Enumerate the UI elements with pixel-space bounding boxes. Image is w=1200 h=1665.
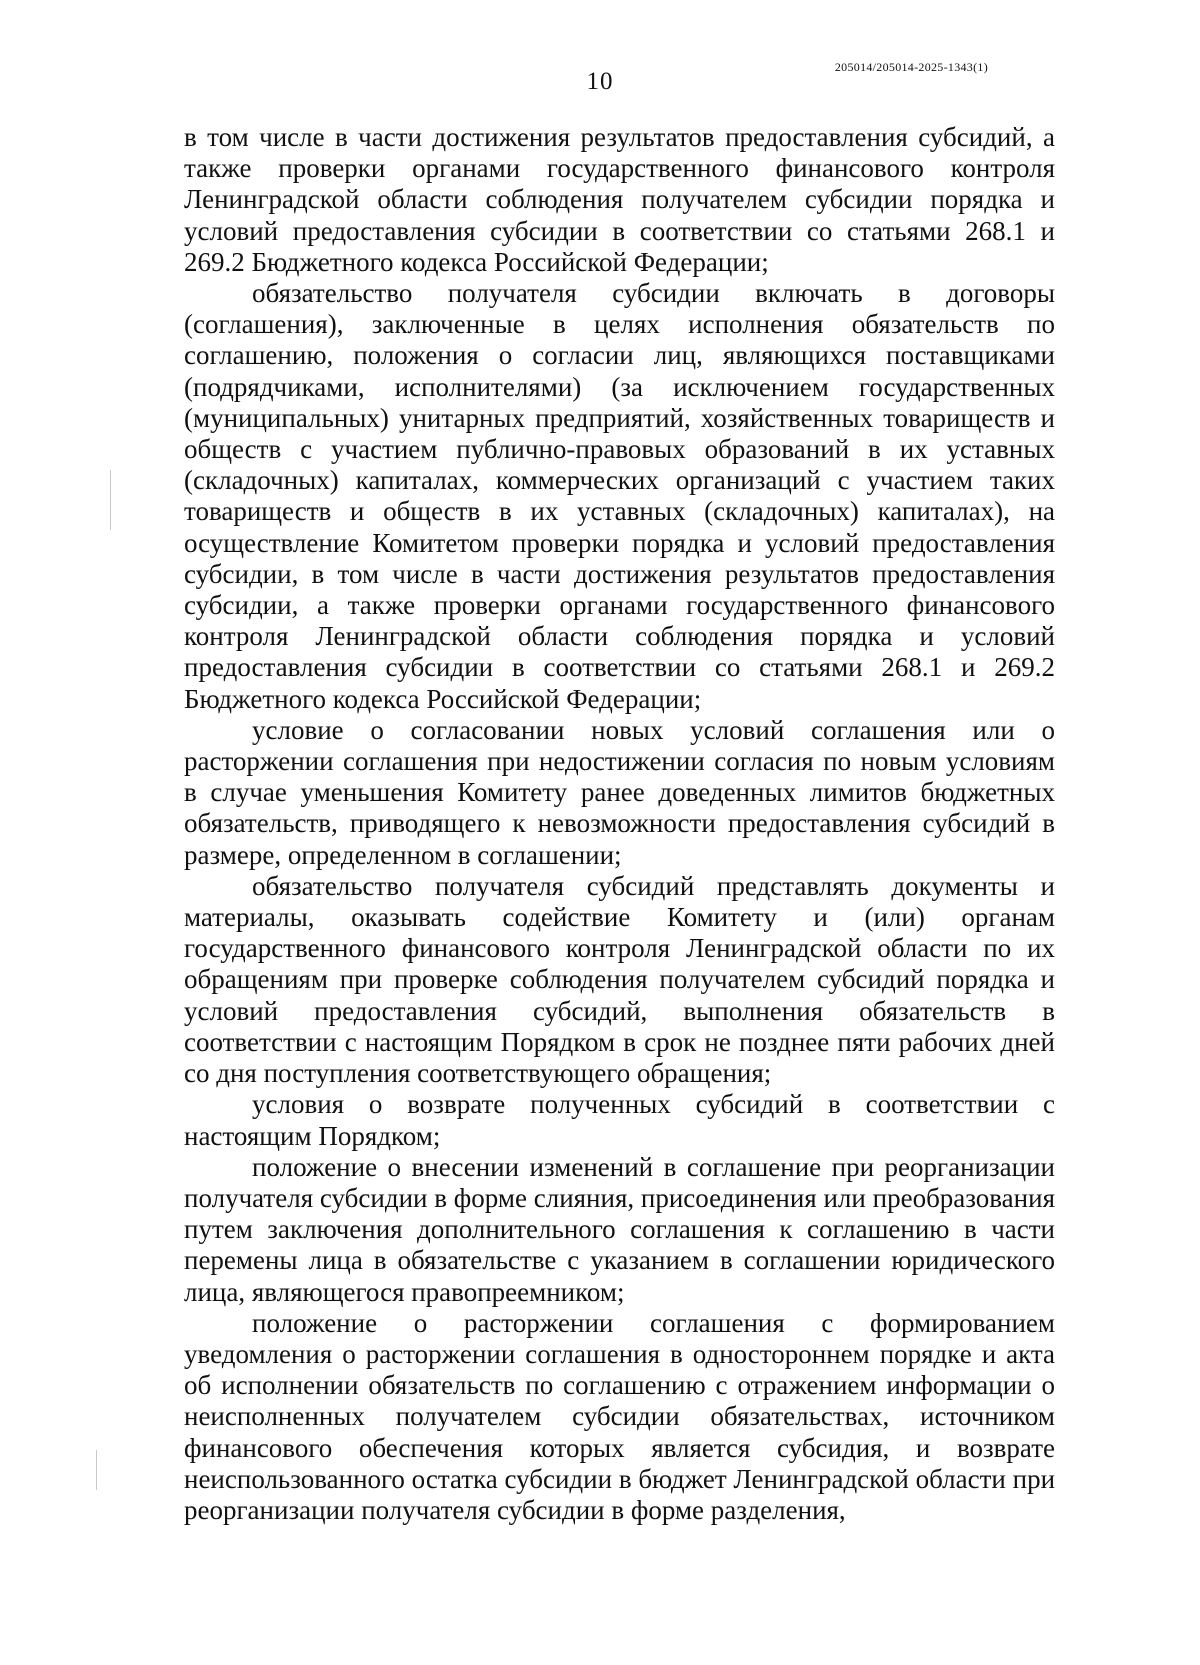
paragraph-refund-conditions: условия о возврате полученных субсидий в соответствии с настоящим Порядком; (184, 1089, 1055, 1151)
paragraph-reorganization-amendments: положение о внесении изменений в соглашение при реорганизации получателя субсидии в форме слияния, присоединения или преобразования путем заключения дополнительного соглашения к соглашению в части перемены лица в обязательстве с указанием в соглашении юридического лица, являющегося правопреемником; (184, 1151, 1055, 1307)
page-number: 10 (586, 68, 614, 95)
paragraph-termination: положение о расторжении соглашения с формированием уведомления о расторжении соглашения в одностороннем порядке и акта об исполнении обязательств по соглашению с отражением информации о неисполненных получателем субсидии обязательствах, источником финансового обеспечения которых является субсидия, и возврате неиспользованного остатка субсидии в бюджет Ленинградской области при реорганизации получателя субсидии в форме разделения, (184, 1307, 1056, 1525)
paragraph-documents-obligation: обязательство получателя субсидий представлять документы и материалы, оказывать содействие Комитету и (или) органам государственного финансового контроля Ленинградской области по их обращениям при проверке соблюдения получателем субсидий порядка и условий предоставления субсидий, выполнения обязательств в соответствии с настоящим Порядком в срок не позднее пяти рабочих дней со дня поступления соответствующего обращения; (184, 870, 1055, 1089)
document-code: 205014/205014-2025-1343(1) (834, 60, 988, 74)
paragraph-continuation: в том числе в части достижения результатов предоставления субсидий, а также проверки органами государственного финансового контроля Ленинградской области соблюдения получателем субсидии порядка и условий предоставления субсидии в соответствии со статьями 268.1 и 269.2 Бюджетного кодекса Российской Федерации; (184, 122, 1055, 277)
paragraph-inspection-consent: обязательство получателя субсидии включать в договоры (соглашения), заключенные в целях исполнения обязательств по соглашению, положения о согласии лиц, являющихся поставщиками (подрядчиками, исполнителями) (за исключением государственных (муниципальных) унитарных предприятий, хозяйственных товариществ и обществ с участием публично-правовых образований в их уставных (складочных) капиталах, коммерческих организаций с участием таких товариществ и обществ в их уставных (складочных) капиталах), на осуществление Комитетом проверки порядка и условий предоставления субсидии, в том числе в части достижения результатов предоставления субсидии, а также проверки органами государственного финансового контроля Ленинградской области соблюдения порядка и условий предоставления субсидии в соответствии со статьями 268.1 и 269.2 Бюджетного кодекса Российской Федерации; (184, 278, 1055, 714)
scan-artifact (96, 1450, 97, 1490)
scan-artifact (110, 470, 111, 530)
paragraph-new-conditions: условие о согласовании новых условий соглашения или о расторжении соглашения при недостижении согласия по новым условиям в случае уменьшения Комитету ранее доведенных лимитов бюджетных обязательств, приводящего к невозможности предоставления субсидий в размере, определенном в соглашении; (184, 714, 1055, 870)
body-text (184, 122, 1055, 1526)
